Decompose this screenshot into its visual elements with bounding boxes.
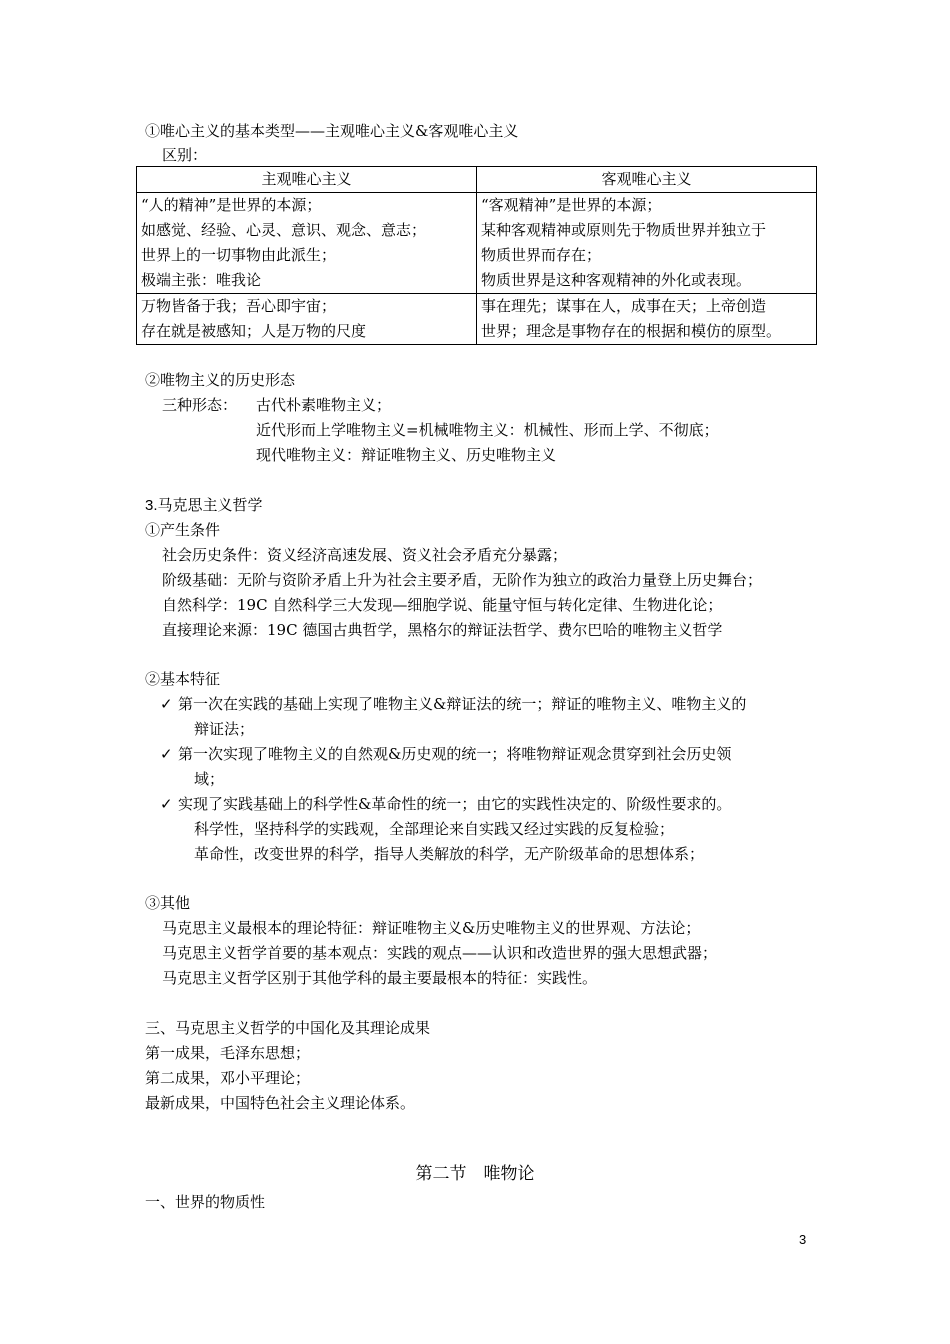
form-item: 现代唯物主义：辩证唯物主义、历史唯物主义 [256,446,557,464]
condition-line: 社会历史条件：资义经济高速发展、资义社会矛盾充分暴露； [162,546,568,564]
conditions-heading: ①产生条件 [145,521,221,539]
cell-line: 极端主张：唯我论 [141,271,262,289]
form-item: 古代朴素唯物主义； [256,396,392,414]
other-line: 马克思主义哲学首要的基本观点：实践的观点——认识和改造世界的强大思想武器； [162,944,718,962]
cell-line: 物质世界是这种客观精神的外化或表现。 [481,271,752,289]
achievement-line: 第一成果，毛泽东思想； [145,1044,311,1062]
table-cell [137,193,477,294]
feature-sub: 科学性，坚持科学的实践观，全部理论来自实践又经过实践的反复检验； [194,820,675,838]
cell-line: 世界；理念是事物存在的根据和模仿的原型。 [481,322,782,340]
feature-text: 实现了实践基础上的科学性&革命性的统一；由它的实践性决定的、阶级性要求的。 [178,795,732,813]
condition-line: 阶级基础：无阶与资阶矛盾上升为社会主要矛盾，无阶作为独立的政治力量登上历史舞台； [162,571,763,589]
forms-label: 三种形态： [162,396,238,414]
feature-text: 第一次在实践的基础上实现了唯物主义&辩证法的统一；辩证的唯物主义、唯物主义的 [178,695,747,713]
condition-line: 直接理论来源：19C 德国古典哲学，黑格尔的辩证法哲学、费尔巴哈的唯物主义哲学 [162,621,723,639]
other-line: 马克思主义最根本的理论特征：辩证唯物主义&历史唯物主义的世界观、方法论； [162,919,701,937]
cell-line: 存在就是被感知；人是万物的尺度 [141,322,367,340]
cell-line: 事在理先；谋事在人，成事在天；上帝创造 [481,297,767,315]
page-number: 3 [799,1232,807,1247]
table-cell [477,294,817,345]
section-title: 第二节 唯物论 [415,1164,535,1184]
check-icon: ✓ [160,795,173,813]
achievement-line: 最新成果，中国特色社会主义理论体系。 [145,1094,416,1112]
feature-item [160,692,746,716]
table-row [137,193,817,294]
section-subheading: 一、世界的物质性 [145,1193,266,1211]
heading-text: 马克思主义哲学 [157,496,263,514]
cell-line: 万物皆备于我；吾心即宇宙； [141,297,337,315]
form-item: 近代形而上学唯物主义=机械唯物主义：机械性、形而上学、不彻底； [256,421,719,439]
other-line: 马克思主义哲学区别于其他学科的最主要最根本的特征：实践性。 [162,969,598,987]
table-header-row [137,167,817,193]
comparison-table [136,166,817,345]
cell-line: 世界上的一切事物由此派生； [141,246,337,264]
cell-line: “人的精神”是世界的本源； [141,196,322,214]
other-heading: ③其他 [145,894,191,912]
features-heading: ②基本特征 [145,670,221,688]
feature-item [160,792,731,816]
heading-number: 3. [145,497,158,514]
sinicization-heading: 三、马克思主义哲学的中国化及其理论成果 [145,1019,431,1037]
table-header-subjective: 主观唯心主义 [137,167,477,193]
check-icon: ✓ [160,745,173,763]
difference-label: 区别： [162,146,208,164]
achievement-line: 第二成果，邓小平理论； [145,1069,311,1087]
cell-line: “客观精神”是世界的本源； [481,196,662,214]
feature-text: 第一次实现了唯物主义的自然观&历史观的统一；将唯物辩证观念贯穿到社会历史领 [178,745,732,763]
cell-line: 物质世界而存在； [481,246,602,264]
feature-sub: 革命性，改变世界的科学，指导人类解放的科学，无产阶级革命的思想体系； [194,845,705,863]
materialism-heading: ②唯物主义的历史形态 [145,371,296,389]
cell-line: 某种客观精神或原则先于物质世界并独立于 [481,221,767,239]
marxism-heading [145,493,263,518]
idealism-heading: ①唯心主义的基本类型——主观唯心主义&客观唯心主义 [145,122,519,140]
table-cell [477,193,817,294]
feature-continuation: 辩证法； [194,720,255,738]
table-cell [137,294,477,345]
check-icon: ✓ [160,695,173,713]
feature-item [160,742,731,766]
condition-line: 自然科学：19C 自然科学三大发现—细胞学说、能量守恒与转化定律、生物进化论； [162,596,723,614]
cell-line: 如感觉、经验、心灵、意识、观念、意志； [141,221,427,239]
table-header-objective: 客观唯心主义 [477,167,817,193]
feature-continuation: 域； [194,770,225,788]
table-row [137,294,817,345]
